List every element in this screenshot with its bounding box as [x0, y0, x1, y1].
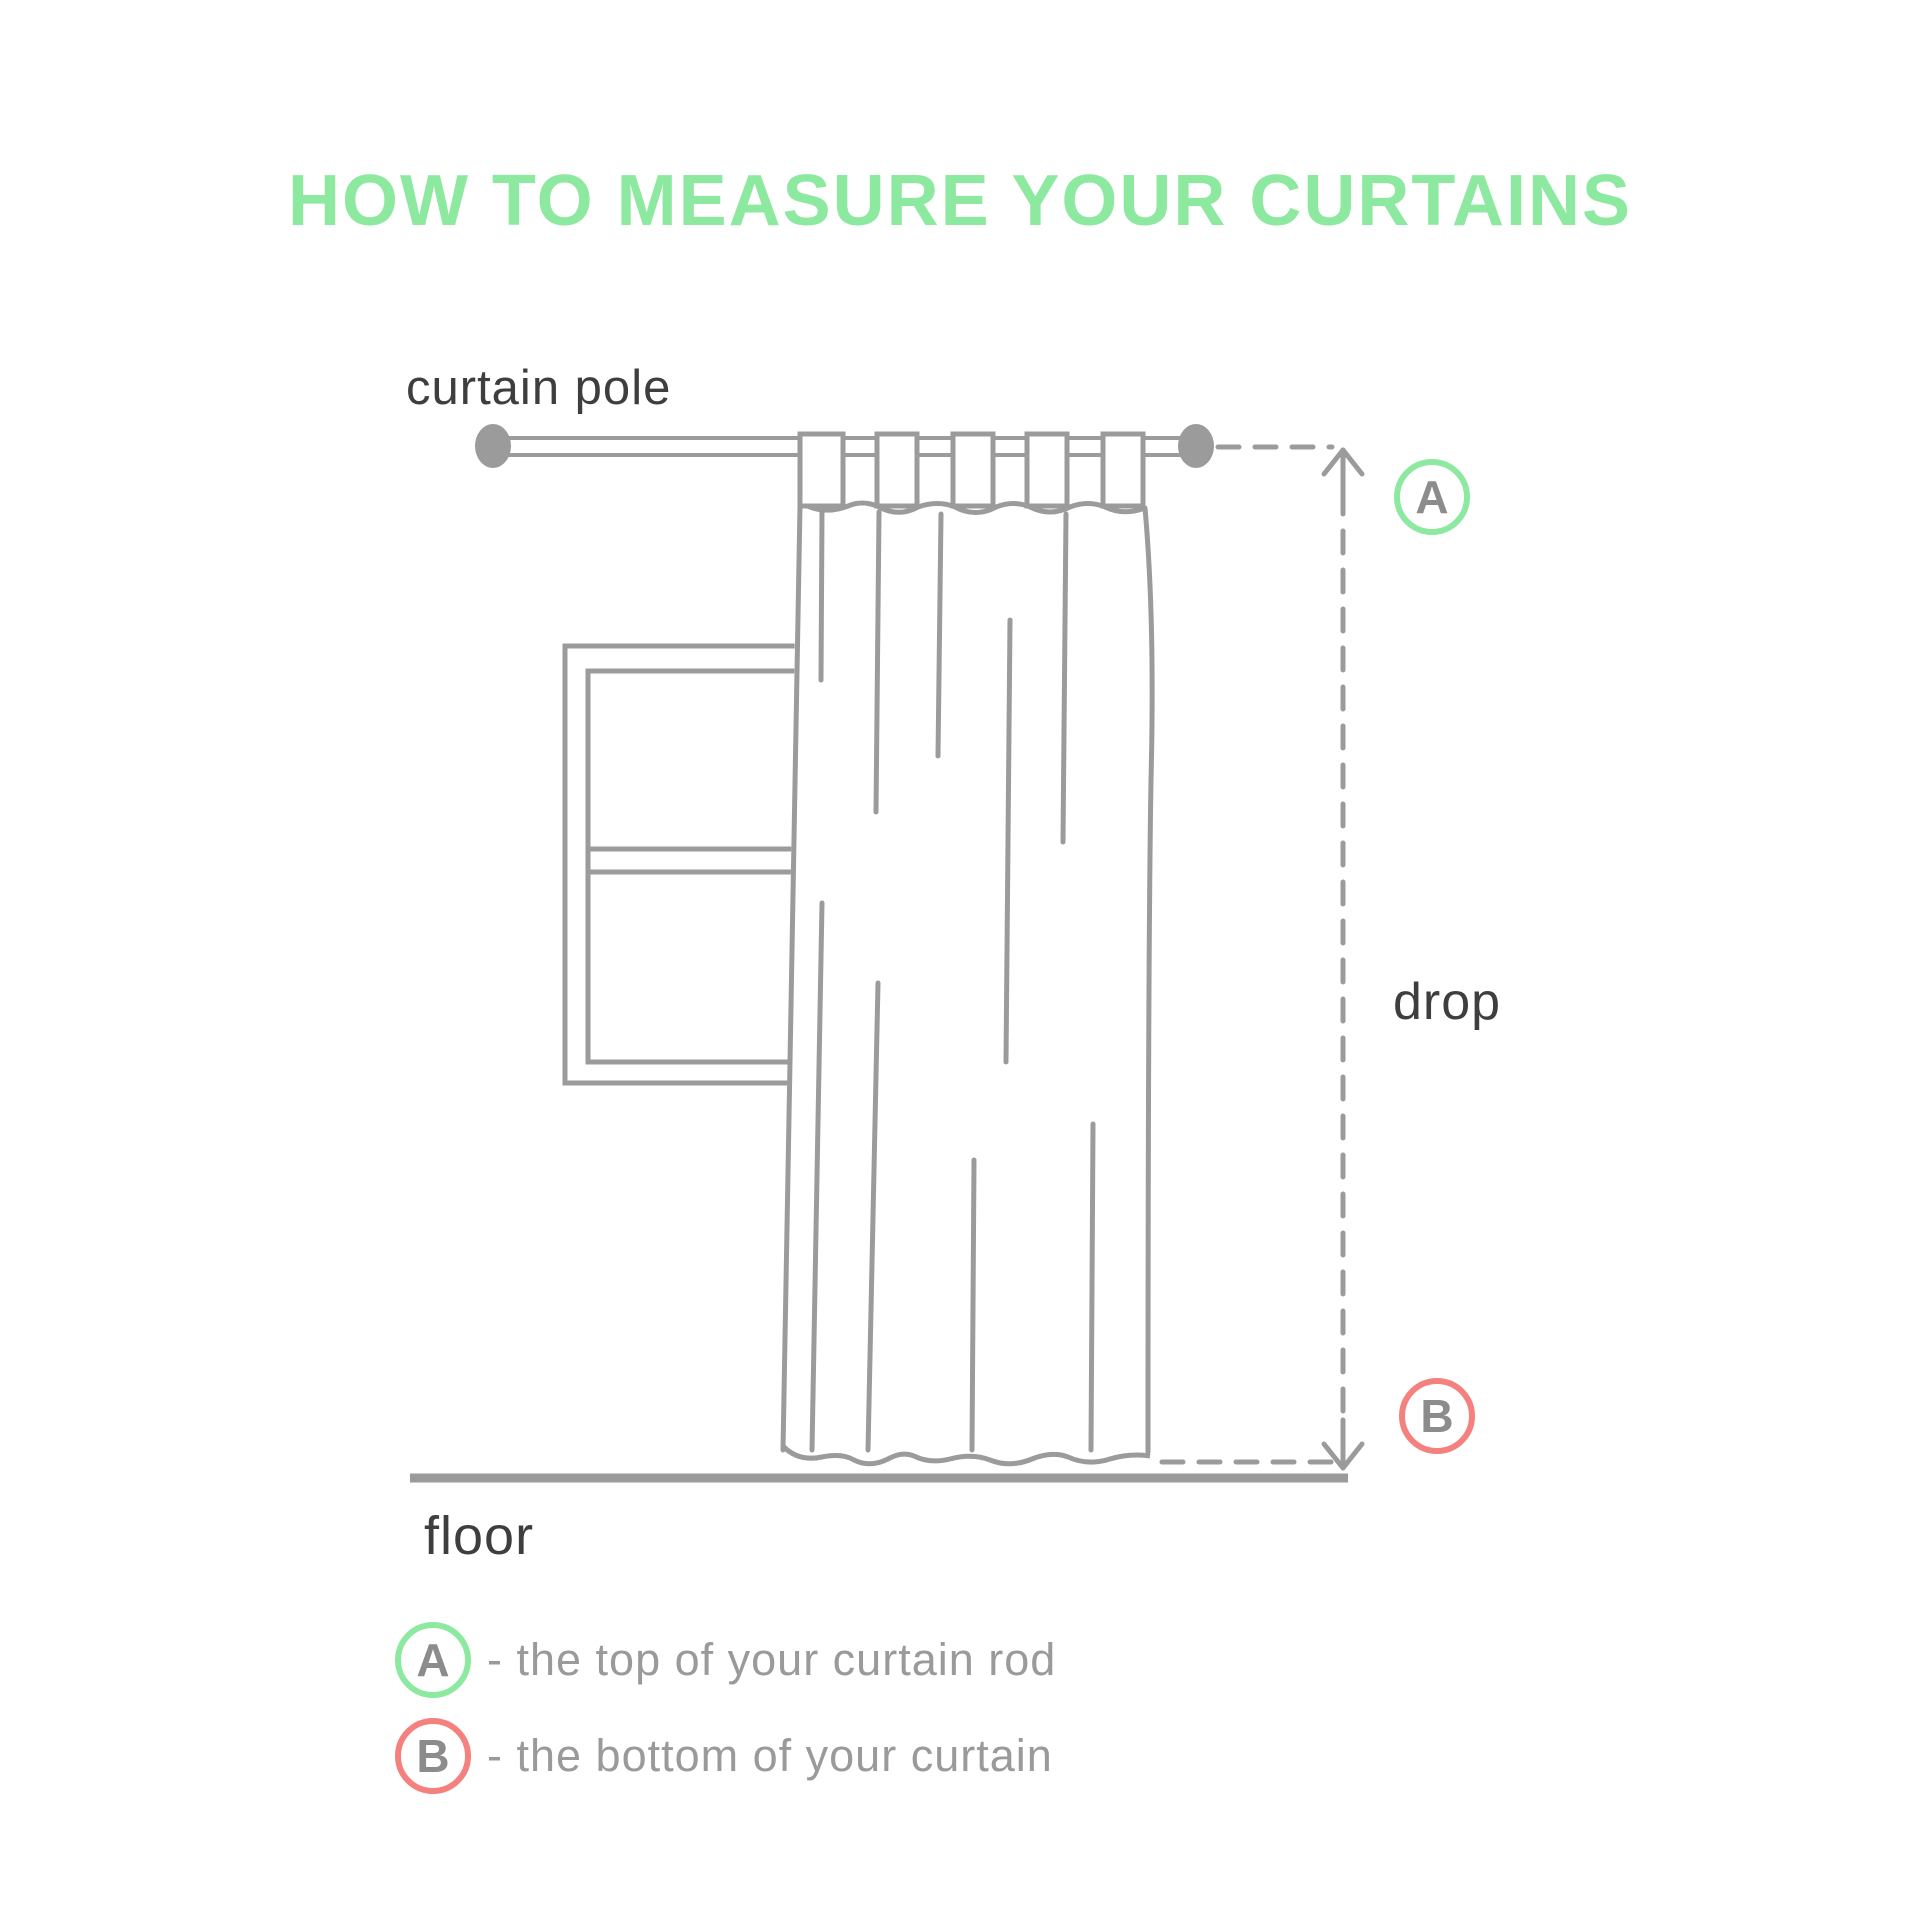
marker-b-badge — [1399, 1378, 1475, 1454]
curtain-drawing — [781, 450, 1152, 1464]
page-title: HOW TO MEASURE YOUR CURTAINS — [287, 161, 1633, 241]
pole-finial-right — [1178, 424, 1214, 468]
legend-item-b — [395, 1718, 1053, 1794]
marker-b-letter: B — [1420, 1390, 1454, 1442]
drop-measurement-line — [1162, 447, 1362, 1468]
legend-item-a — [395, 1622, 1056, 1698]
marker-a-badge — [1394, 459, 1470, 535]
legend-b-text: - the bottom of your curtain — [487, 1730, 1053, 1781]
pole-finial-left — [475, 424, 511, 468]
floor-label: floor — [424, 1506, 535, 1566]
legend-a-text: - the top of your curtain rod — [487, 1634, 1057, 1685]
curtain-pole-label: curtain pole — [406, 361, 672, 415]
legend-a-letter: A — [416, 1634, 450, 1686]
legend-a-badge — [395, 1622, 471, 1698]
legend-b-letter: B — [416, 1730, 450, 1782]
marker-a-letter: A — [1415, 471, 1449, 523]
drop-label: drop — [1393, 973, 1502, 1031]
legend-b-badge — [395, 1718, 471, 1794]
